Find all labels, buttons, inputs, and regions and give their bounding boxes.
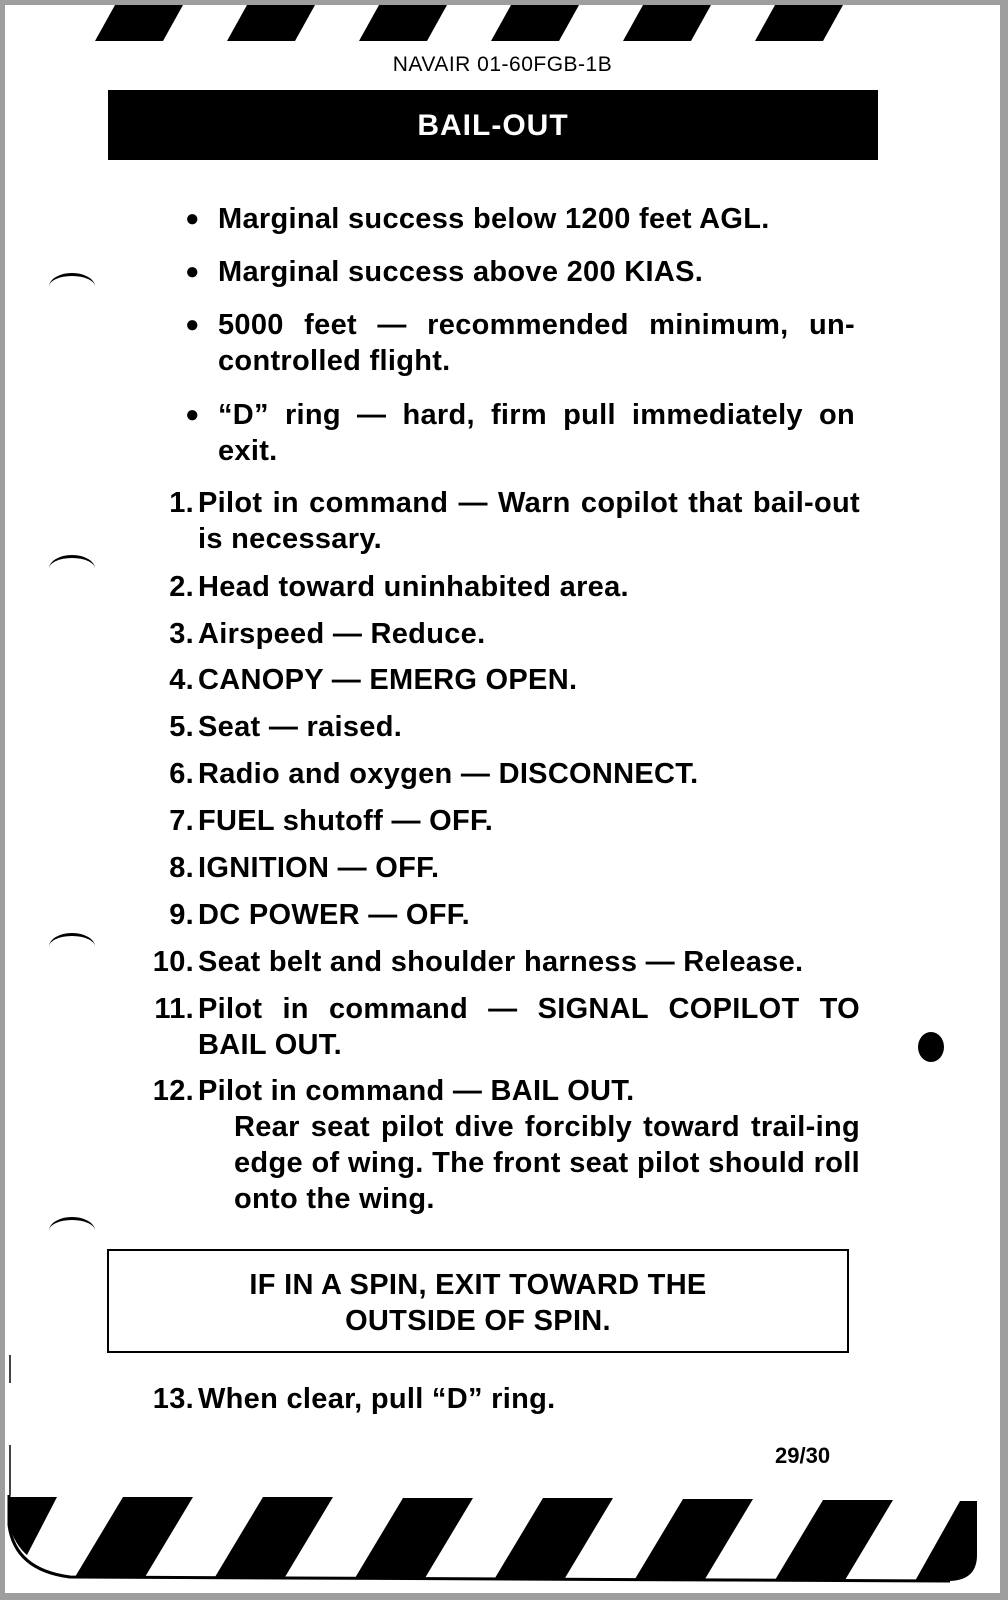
hazard-stripes-bottom (5, 1485, 1000, 1585)
bullet-icon: ● (185, 258, 200, 285)
section-title: BAIL-OUT (108, 90, 878, 160)
binder-hole-icon (49, 555, 95, 582)
change-bar-dot-icon (918, 1032, 944, 1062)
edge-mark (9, 1355, 11, 1383)
binder-hole-icon (49, 273, 95, 300)
step-note: Rear seat pilot dive forcibly toward trail-ing edge of wing. The front seat pilot should roll onto the wing. (234, 1111, 860, 1215)
bullet-item: ● “D” ring — hard, firm pull immediately on exit. (185, 399, 855, 467)
spin-warning-box (107, 1249, 849, 1353)
step-item: 2. Head toward uninhabited area. (169, 571, 629, 603)
bullet-item: ● Marginal success below 1200 feet AGL. (185, 203, 770, 235)
step-item: 4. CANOPY — EMERG OPEN. (169, 664, 578, 696)
step-item: 7. FUEL shutoff — OFF. (169, 805, 494, 837)
document-id: NAVAIR 01-60FGB-1B (392, 53, 613, 76)
step-item: 3. Airspeed — Reduce. (169, 618, 486, 650)
step-item: 6. Radio and oxygen — DISCONNECT. (169, 758, 699, 790)
binder-hole-icon (49, 933, 95, 960)
hazard-stripes-top (75, 5, 875, 41)
bullet-icon: ● (185, 311, 200, 338)
page-number: 29/30 (775, 1443, 831, 1468)
warning-line-2: OUTSIDE OF SPIN. (345, 1305, 611, 1337)
step-item: 1. Pilot in command — Warn copilot that bail-out is necessary. (169, 487, 860, 555)
warning-line-1: IF IN A SPIN, EXIT TOWARD THE (249, 1269, 707, 1301)
step-item: 9. DC POWER — OFF. (169, 899, 470, 931)
bullet-item: ● 5000 feet — recommended minimum, un-controlled flight. (185, 309, 855, 377)
checklist-page (5, 5, 1000, 1593)
step-item: 13. When clear, pull “D” ring. (152, 1383, 556, 1415)
binder-hole-icon (49, 1217, 95, 1244)
step-item: 11. Pilot in command — SIGNAL COPILOT TO BAIL OUT. (154, 993, 860, 1061)
step-item: 8. IGNITION — OFF. (169, 852, 440, 884)
bullet-icon: ● (185, 205, 200, 232)
step-item: 12. Pilot in command — BAIL OUT. Rear seat pilot dive forcibly toward trail-ing edge of wing. The front seat pilot should roll onto the wing. (152, 1075, 860, 1215)
bullet-item: ● Marginal success above 200 KIAS. (185, 256, 704, 288)
step-item: 5. Seat — raised. (169, 711, 403, 743)
step-item: 10. Seat belt and shoulder harness — Release. (152, 946, 804, 978)
bullet-icon: ● (185, 401, 200, 428)
